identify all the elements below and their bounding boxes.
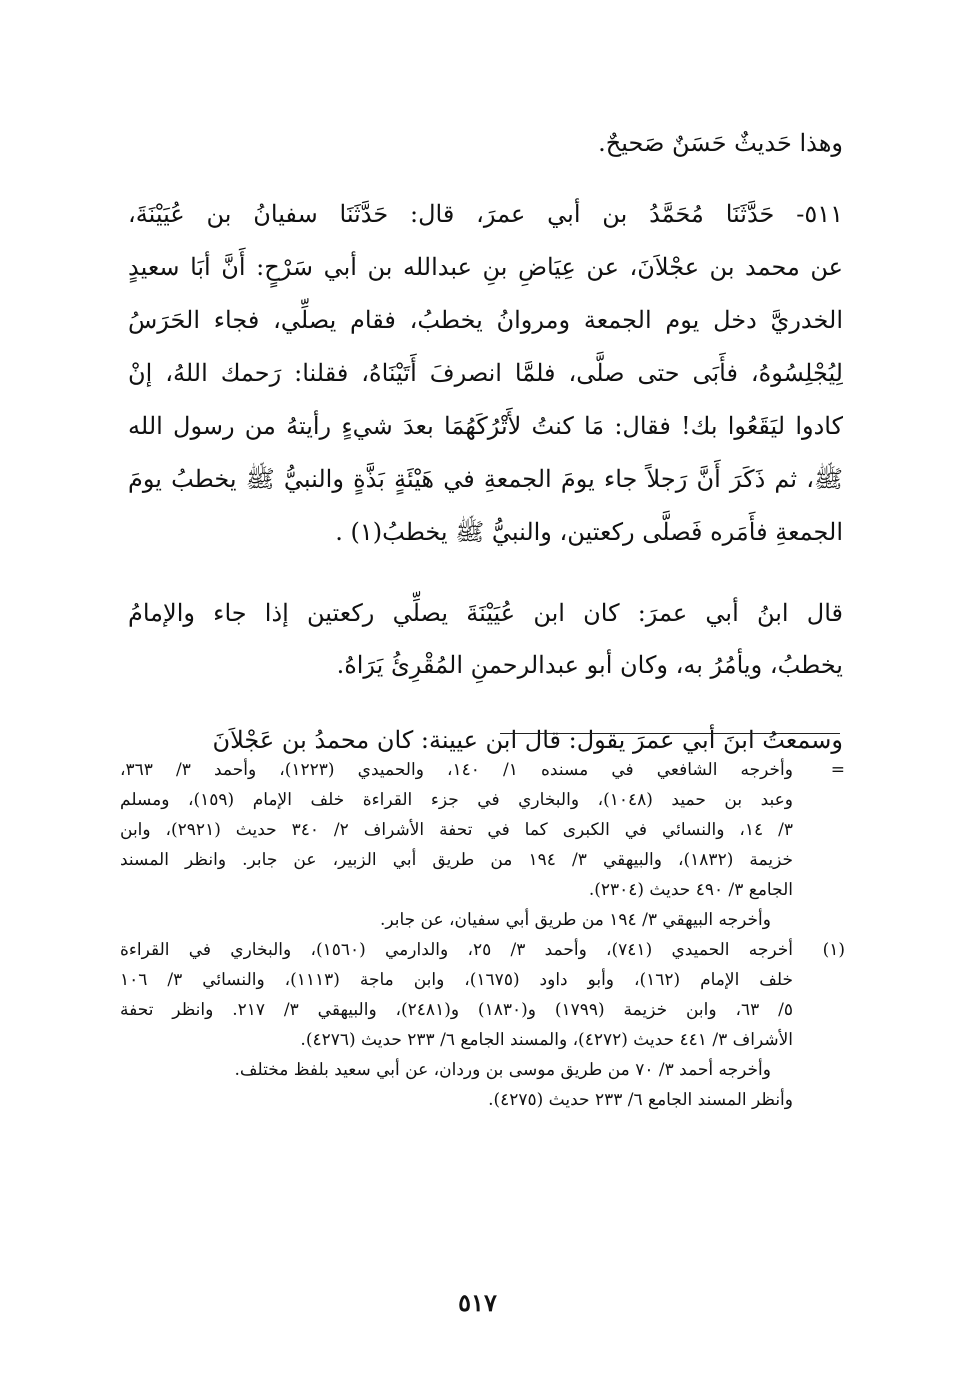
paragraph-hadith-511 xyxy=(128,188,843,559)
text-line: الجمعةِ فأَمَره فَصلَّى ركعتين، والنبيُّ ﷺ يخطبُ(١) . xyxy=(335,518,843,546)
footnote-continued xyxy=(120,755,845,935)
text-line: لِيُجْلِسُوهُ، فأَبَى حتى صلَّى، فلمَّا انصرفَ أَتَيْنَاهُ، فقلنا: رَحمك اللهُ، إنْ xyxy=(128,359,843,387)
footnote-line: خزيمة (١٨٣٢)، والبيهقي ٣/ ١٩٤ من طريق أبي الزبير، عن جابر. وانظر المسند xyxy=(120,850,793,870)
footnote-line: أخرجه الحميدي (٧٤١)، وأحمد ٣/ ٢٥، والدارمي (١٥٦٠)، والبخاري في القراءة xyxy=(120,940,793,960)
paragraph-ibn-abi-umar xyxy=(128,587,843,691)
text-line: وهذا حَديثٌ حَسَنٌ صَحيحٌ. xyxy=(598,129,843,157)
footnote-line: وعبد بن حميد (١٠٤٨)، والبخاري في جزء القراءة خلف الإمام (١٥٩)، ومسلم xyxy=(120,790,793,810)
footnote-line: ٥/ ٦٣، وابن خزيمة (١٧٩٩) و(١٨٣٠) و(٢٤٨١)، والبيهقي ٣/ ٢١٧. وانظر تحفة xyxy=(120,1000,793,1020)
page-number: ٥١٧ xyxy=(458,1288,497,1317)
footnote-marker: = xyxy=(830,760,845,780)
text-line: كادوا ليَقَعُوا بك! فقال: مَا كنتُ لأَتْرُكَهُمَا بعدَ شيءٍ رأيتهُ من رسول الله xyxy=(128,412,843,440)
text-line: قال ابنُ أبي عمرَ: كان ابن عُيَيْنَةَ يصلِّي ركعتين إذا جاء والإمامُ xyxy=(128,599,843,627)
footnote-divider xyxy=(500,733,840,734)
footnote-marker: (١) xyxy=(822,940,845,960)
text-line: وسمعتُ ابنَ أبي عمرَ يقول: قال ابن عيينة: كان محمدُ بن عَجْلاَنَ xyxy=(212,726,843,754)
footnote-line: وأخرجه البيهقي ٣/ ١٩٤ من طريق أبي سفيان، عن جابر. xyxy=(379,910,771,930)
text-line: الخدريَّ دخل يوم الجمعة ومروانُ يخطبُ، فقام يصلِّي، فجاء الحَرَسُ xyxy=(128,306,843,334)
text-line: يخطبُ، ويأمُرُ به، وكان أبو عبدالرحمنِ المُقْرِئُ يَرَاهُ. xyxy=(336,651,843,679)
footnote-line: الجامع ٣/ ٤٩٠ حديث (٢٣٠٤). xyxy=(588,880,793,900)
footnotes-section xyxy=(120,755,845,1115)
paragraph-hadith-grading xyxy=(128,118,843,168)
footnote-line: وأنظر المسند الجامع ٦/ ٢٣٣ حديث (٤٢٧٥). xyxy=(488,1090,793,1110)
footnote-line: ٣/ ١٤، والنسائي في الكبرى كما في تحفة الأشراف ٢/ ٣٤٠ حديث (٢٩٢١)، وابن xyxy=(120,820,793,840)
footnote-1 xyxy=(120,935,845,1115)
text-line: ﷺ، ثم ذَكَرَ أَنَّ رَجلاً جاء يومَ الجمعةِ في هَيْئَةٍ بَذَّةٍ والنبيُّ ﷺ يخطبُ يومَ xyxy=(128,465,843,493)
main-text xyxy=(128,118,843,765)
text-line: ٥١١- حَدَّثَنَا مُحَمَّدُ بن أبي عمرَ، قال: حَدَّثَنَا سفيانُ بن عُيَيْنَةَ، xyxy=(128,200,843,228)
text-line: عن محمد بن عجْلاَنَ، عن عِيَاضِ بنِ عبدالله بن أبي سَرْحٍ: أَنَّ أبَا سعيدٍ xyxy=(128,253,843,281)
footnote-line: خلف الإمام (١٦٢)، وأبو داود (١٦٧٥)، وابن ماجة (١١١٣)، والنسائي ٣/ ١٠٦ xyxy=(120,970,793,990)
footnote-line: وأخرجه أحمد ٣/ ٧٠ من طريق موسى بن وردان، عن أبي سعيد بلفظ مختلف. xyxy=(234,1060,771,1080)
footnote-line: الأشراف ٣/ ٤٤١ حديث (٤٢٧٢)، والمسند الجامع ٦/ ٢٣٣ حديث (٤٢٧٦). xyxy=(300,1030,793,1050)
footnote-line: وأخرجه الشافعي في مسنده ١/ ١٤٠، والحميدي (١٢٢٣)، وأحمد ٣/ ٣٦٣، xyxy=(120,760,793,780)
